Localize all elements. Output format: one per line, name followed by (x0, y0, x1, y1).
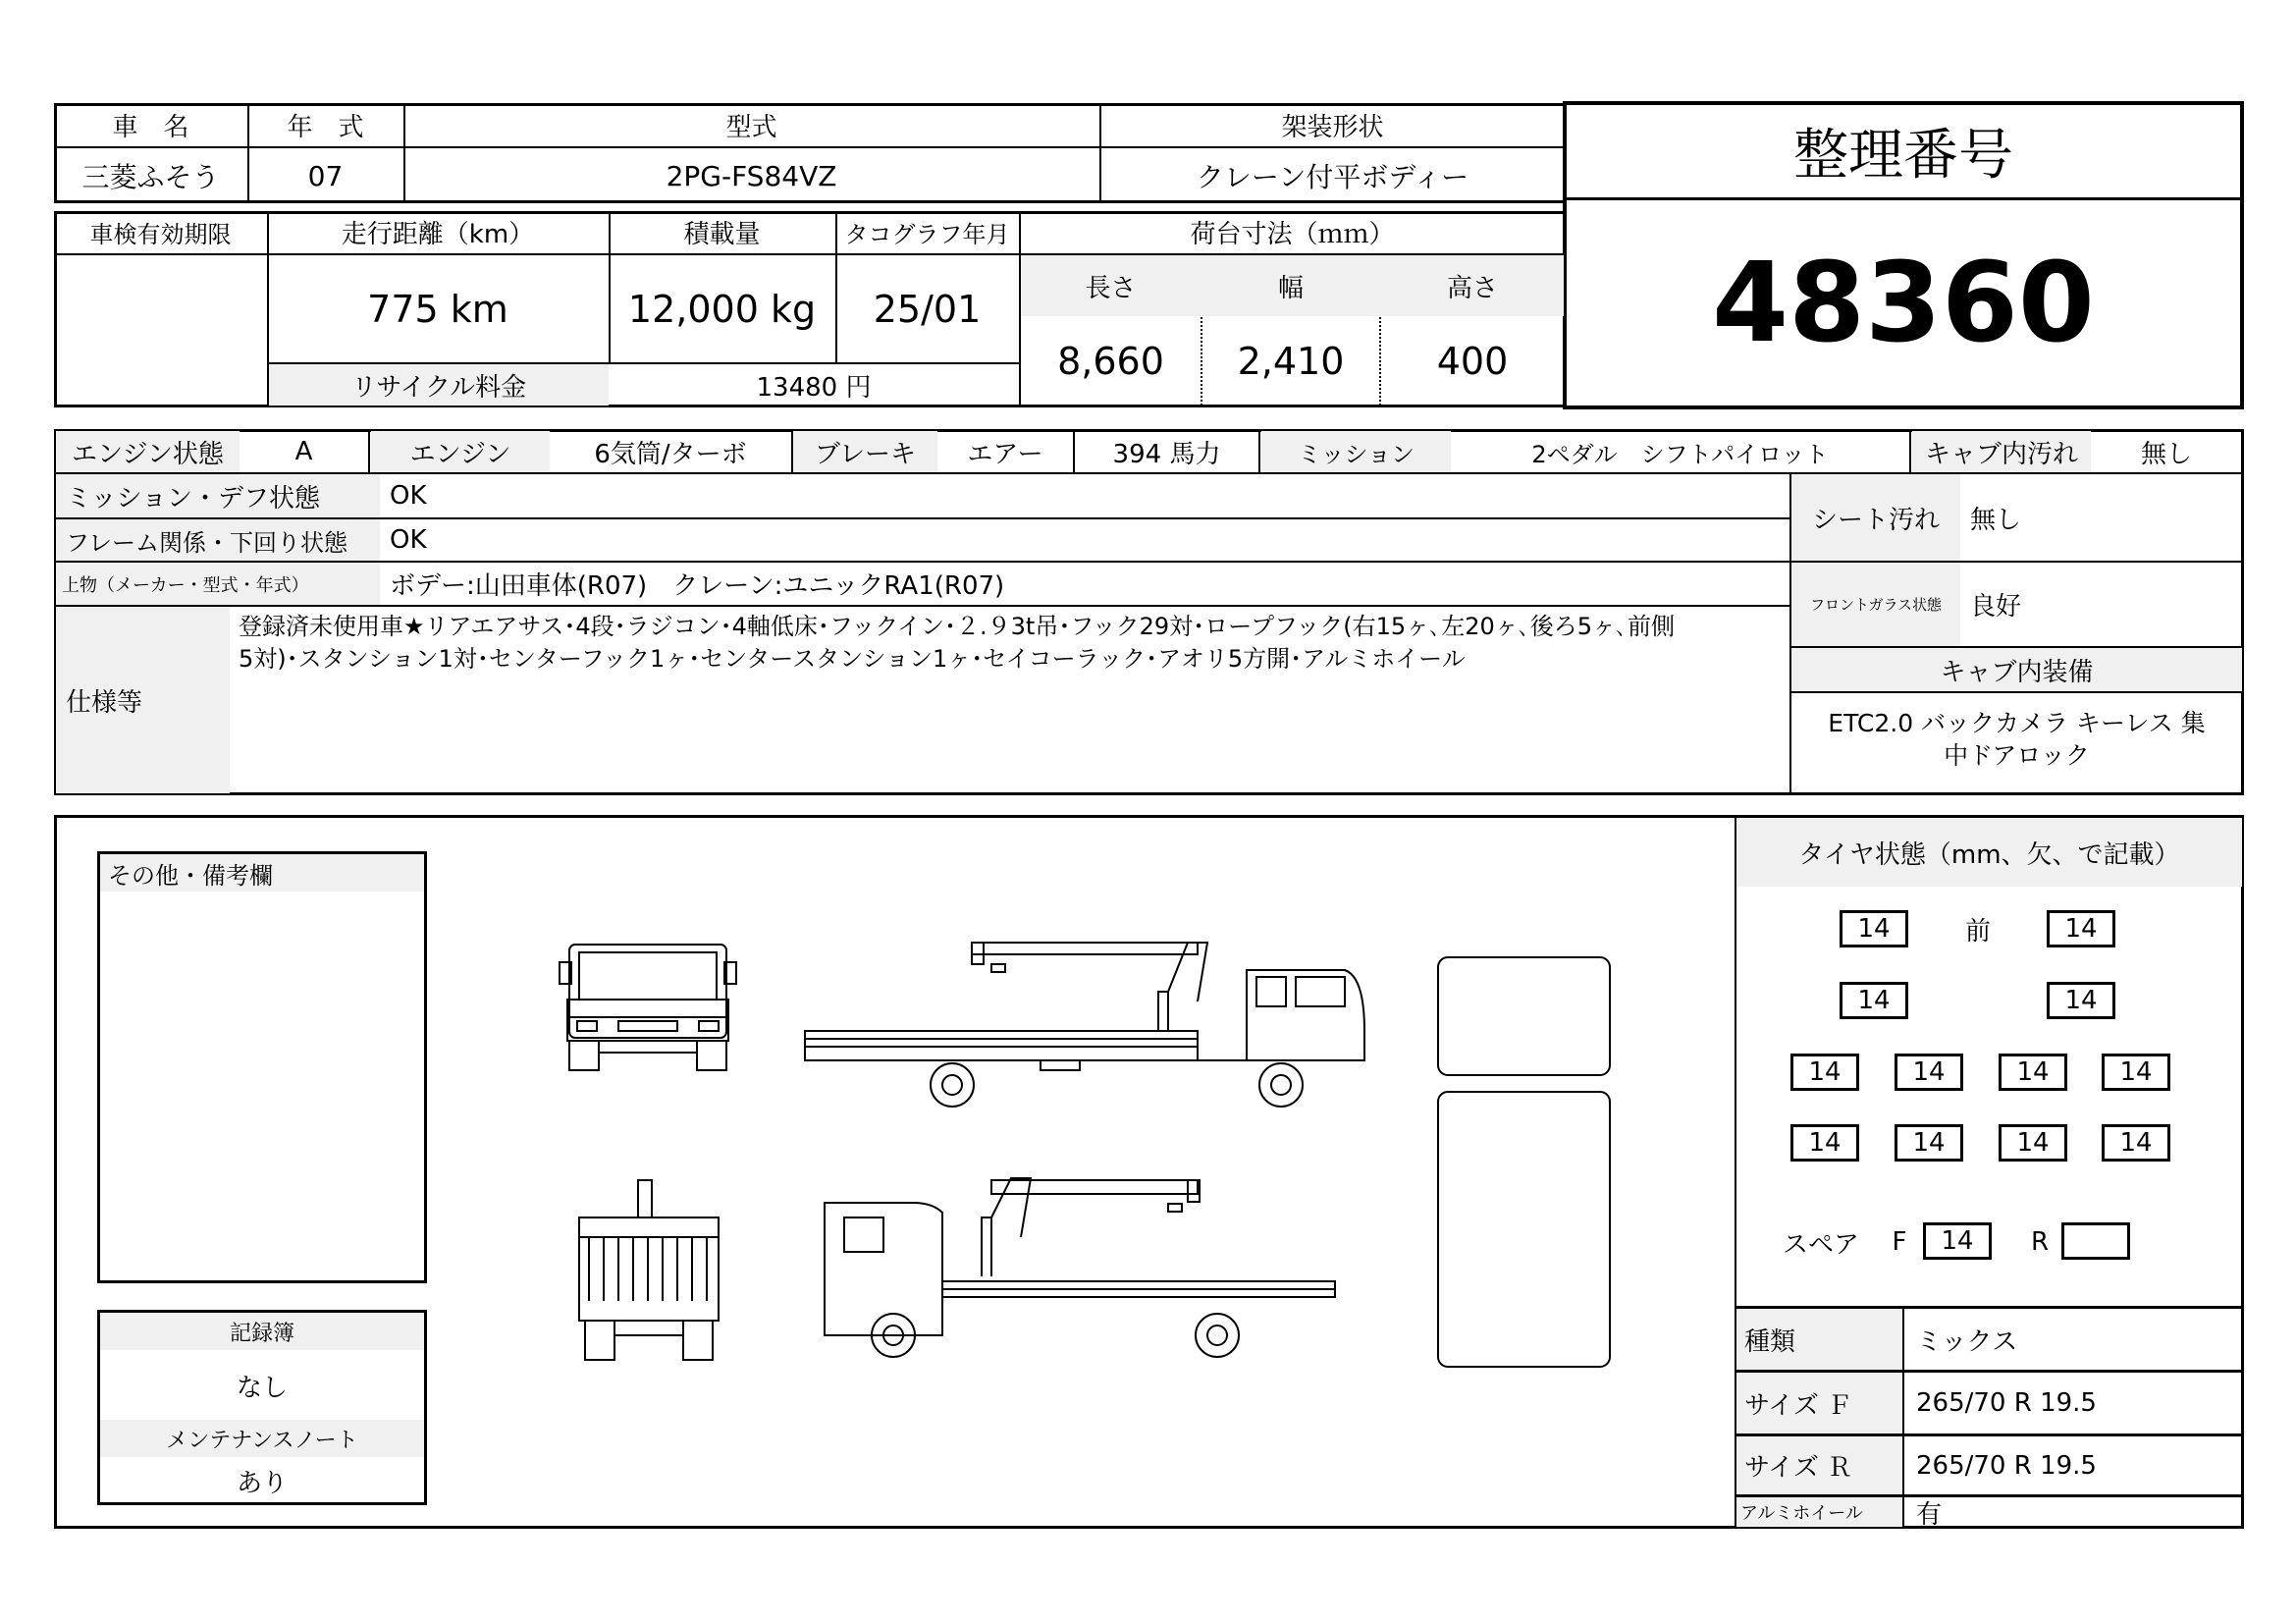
brake-label: ブレーキ (815, 439, 916, 469)
maintenance-label: メンテナンスノート (166, 1428, 358, 1453)
mileage-value: 775 km (367, 287, 508, 331)
cab-equip-value (1791, 707, 2242, 772)
tire-row2-left: 14 (1840, 982, 1908, 1019)
tire-row3-4: 14 (2102, 1054, 2170, 1091)
model-value: 2PG-FS84VZ (666, 159, 837, 192)
load-value: 12,000 kg (627, 287, 817, 331)
mission-value: 2ペダル シフトパイロット (1531, 440, 1829, 468)
model-label: 型式 (725, 112, 777, 142)
windshield-label: フロントガラス状態 (1809, 596, 1943, 614)
tacho-value: 25/01 (873, 287, 982, 331)
year-value: 07 (307, 159, 344, 192)
size-r-value: 265/70 R 19.5 (1916, 1450, 2097, 1481)
mileage-label: 走行距離（km） (341, 220, 535, 249)
bed-height-value: 400 (1436, 339, 1509, 383)
alumi-label: アルミホイール (1740, 1503, 1863, 1524)
recycle-value: 13480 円 (756, 372, 872, 403)
engine-value: 6気筒/ターボ (594, 439, 747, 469)
car-name-value: 三菱ふそう (81, 161, 220, 193)
spare-f-value: 14 (1923, 1222, 1992, 1260)
record-value: なし (236, 1373, 288, 1403)
year-label: 年 式 (287, 112, 364, 142)
brake-value: エアー (967, 439, 1043, 469)
car-name-label: 車 名 (112, 112, 189, 142)
spec-line-2: 5対)･スタンション1対･センターフック1ヶ･センタースタンション1ヶ･セイコーラック･アオリ5方開･アルミホイール (239, 645, 1466, 673)
spare-f-label: F (1892, 1227, 1907, 1257)
tire-front-right: 14 (2047, 910, 2115, 947)
frame-value: OK (390, 525, 427, 555)
spec-line-1: 登録済未使用車★リアエアサス･4段･ラジコン･4軸低床･フックイン･２.９3t吊･フック29対･ロープフック(右15ヶ､左20ヶ､後ろ5ヶ､前側 (239, 613, 1676, 640)
engine-label: エンジン (409, 439, 511, 469)
seat-dirt-label: シート汚れ (1811, 505, 1940, 535)
engine-state-value: A (294, 437, 313, 466)
tire-row3-3: 14 (1999, 1054, 2067, 1091)
cab-equip-line-2: 中ドアロック (1944, 741, 2090, 770)
tire-row3-2: 14 (1895, 1054, 1963, 1091)
recycle-label: リサイクル料金 (269, 364, 609, 406)
remarks-label: その他・備考欄 (108, 861, 273, 890)
tire-type-label: 種類 (1744, 1326, 1796, 1357)
tacho-label: タコグラフ年月 (844, 221, 1010, 248)
load-label: 積載量 (683, 220, 761, 249)
mission-label: ミッション (1297, 440, 1415, 468)
bed-height-label: 高さ (1446, 273, 1498, 303)
spare-r-label: R (2030, 1227, 2050, 1257)
record-label: 記録簿 (229, 1321, 294, 1346)
spare-label: スペア (1782, 1229, 1859, 1260)
tire-type-value: ミックス (1916, 1326, 2018, 1357)
body-type-label: 架装形状 (1281, 112, 1384, 142)
maintenance-value: あり (236, 1468, 288, 1498)
upper-value: ボデー:山田車体(R07) クレーン:ユニックRA1(R07) (390, 571, 1005, 601)
engine-state-label: エンジン状態 (72, 439, 224, 469)
cab-dirt-value: 無し (2140, 439, 2192, 469)
bed-length-label: 長さ (1085, 273, 1137, 303)
size-f-value: 265/70 R 19.5 (1916, 1388, 2097, 1418)
bed-floor-plan (1438, 1092, 1610, 1367)
front-label: 前 (1964, 916, 1991, 947)
inspection-label: 車検有効期限 (89, 221, 232, 248)
horsepower-value: 394 馬力 (1112, 439, 1221, 469)
tire-row4-4: 14 (2102, 1124, 2170, 1162)
cab-equip-line-1: ETC2.0 バックカメラ キーレス 集 (1828, 709, 2206, 737)
cab-dirt-label: キャブ内汚れ (1924, 439, 2078, 469)
mission-def-value: OK (390, 481, 427, 511)
seat-dirt-value: 無し (1970, 505, 2022, 535)
size-f-label: サイズ Ｆ (1744, 1390, 1853, 1421)
ref-number-value: 48360 (1712, 240, 2095, 367)
tire-title: タイヤ状態（mm、欠、で記載） (1798, 839, 2180, 870)
truck-front-view-icon (560, 945, 736, 1070)
cab-floor-plan (1438, 957, 1610, 1075)
tire-front-left: 14 (1840, 910, 1908, 947)
truck-diagram (530, 923, 1639, 1375)
bed-width-label: 幅 (1277, 273, 1304, 303)
inspection-value (54, 255, 267, 407)
tire-row4-3: 14 (1999, 1124, 2067, 1162)
tire-row3-1: 14 (1790, 1054, 1859, 1091)
frame-label: フレーム関係・下回り状態 (66, 528, 348, 557)
alumi-value: 有 (1916, 1499, 1943, 1530)
windshield-value: 良好 (1970, 592, 2022, 622)
mission-def-label: ミッション・デフ状態 (66, 483, 320, 514)
bed-size-label: 荷台寸法（ｍｍ） (1190, 220, 1395, 249)
truck-rear-view-icon (579, 1180, 719, 1360)
upper-label: 上物（メーカー・型式・年式） (62, 574, 309, 596)
ref-number-label: 整理番号 (1793, 124, 2013, 188)
tire-row4-2: 14 (1895, 1124, 1963, 1162)
spare-r-value (2061, 1222, 2130, 1260)
bed-length-value: 8,660 (1057, 339, 1164, 383)
body-type-value: クレーン付平ボディー (1196, 161, 1469, 193)
truck-side-view-left-icon (825, 1178, 1335, 1357)
tire-row2-right: 14 (2047, 982, 2115, 1019)
truck-side-view-icon (805, 943, 1364, 1107)
spec-label: 仕様等 (66, 687, 143, 718)
size-r-label: サイズ Ｒ (1744, 1453, 1853, 1483)
cab-equip-label: キャブ内装備 (1940, 657, 2094, 687)
remarks-box (97, 851, 427, 1283)
spec-text (239, 611, 1785, 676)
tire-row4-1: 14 (1790, 1124, 1859, 1162)
bed-width-value: 2,410 (1237, 339, 1345, 383)
